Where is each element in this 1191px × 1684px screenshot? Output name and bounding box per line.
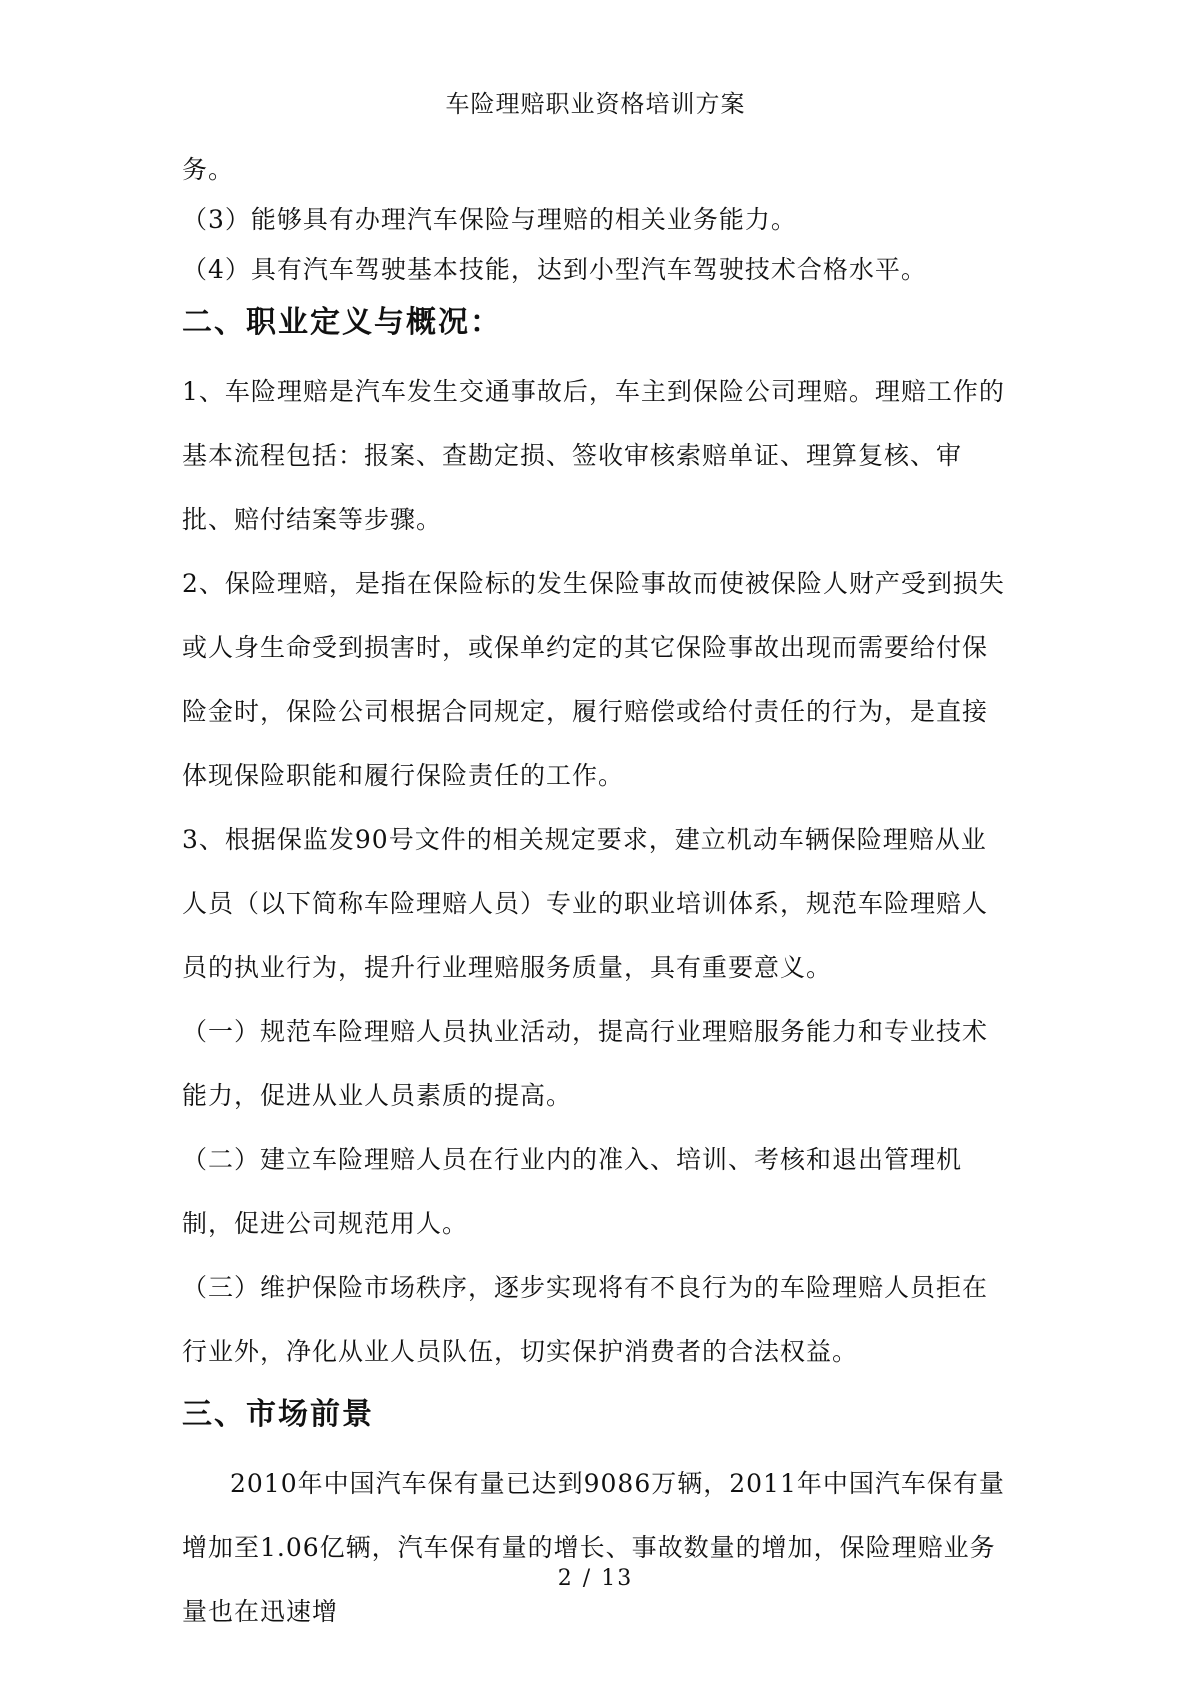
document-body xyxy=(182,148,1012,1644)
sub-item-2: （二）建立车险理赔人员在行业内的准入、培训、考核和退出管理机制，促进公司规范用人。 xyxy=(182,1145,963,1238)
sub-item-1: （一）规范车险理赔人员执业活动，提高行业理赔服务能力和专业技术能力，促进从业人员素质的提高。 xyxy=(182,1017,989,1110)
sub-item-3: （三）维护保险市场秩序，逐步实现将有不良行为的车险理赔人员拒在行业外，净化从业人员队伍，切实保护消费者的合法权益。 xyxy=(182,1273,989,1366)
section-heading-market: 三、市场前景 xyxy=(182,1397,374,1432)
section-heading-definition: 二、职业定义与概况： xyxy=(182,305,502,340)
paragraph-claims-process: 1、车险理赔是汽车发生交通事故后，车主到保险公司理赔。理赔工作的基本流程包括：报案、查勘定损、签收审核索赔单证、理算复核、审批、赔付结案等步骤。 xyxy=(182,377,1005,534)
list-item-4: （4）具有汽车驾驶基本技能，达到小型汽车驾驶技术合格水平。 xyxy=(182,255,927,284)
continued-line: 务。 xyxy=(182,155,235,184)
page-number: 2 / 13 xyxy=(557,1566,634,1591)
list-item-3: （3）能够具有办理汽车保险与理赔的相关业务能力。 xyxy=(182,205,797,234)
paragraph-insurance-claims: 2、保险理赔，是指在保险标的发生保险事故而使被保险人财产受到损失或人身生命受到损害时，或保单约定的其它保险事故出现而需要给付保险金时，保险公司根据合同规定，履行赔偿或给付责任的行为，是直接体现保险职能和履行保险责任的工作。 xyxy=(182,569,1005,790)
page-header-title: 车险理赔职业资格培训方案 xyxy=(445,90,746,118)
paragraph-market-outlook: 2010年中国汽车保有量已达到9086万辆，2011年中国汽车保有量增加至1.06亿辆，汽车保有量的增长、事故数量的增加，保险理赔业务量也在迅速增 xyxy=(182,1469,1005,1626)
paragraph-regulation: 3、根据保监发90号文件的相关规定要求，建立机动车辆保险理赔从业人员（以下简称车险理赔人员）专业的职业培训体系，规范车险理赔人员的执业行为，提升行业理赔服务质量，具有重要意义。 xyxy=(182,825,989,982)
